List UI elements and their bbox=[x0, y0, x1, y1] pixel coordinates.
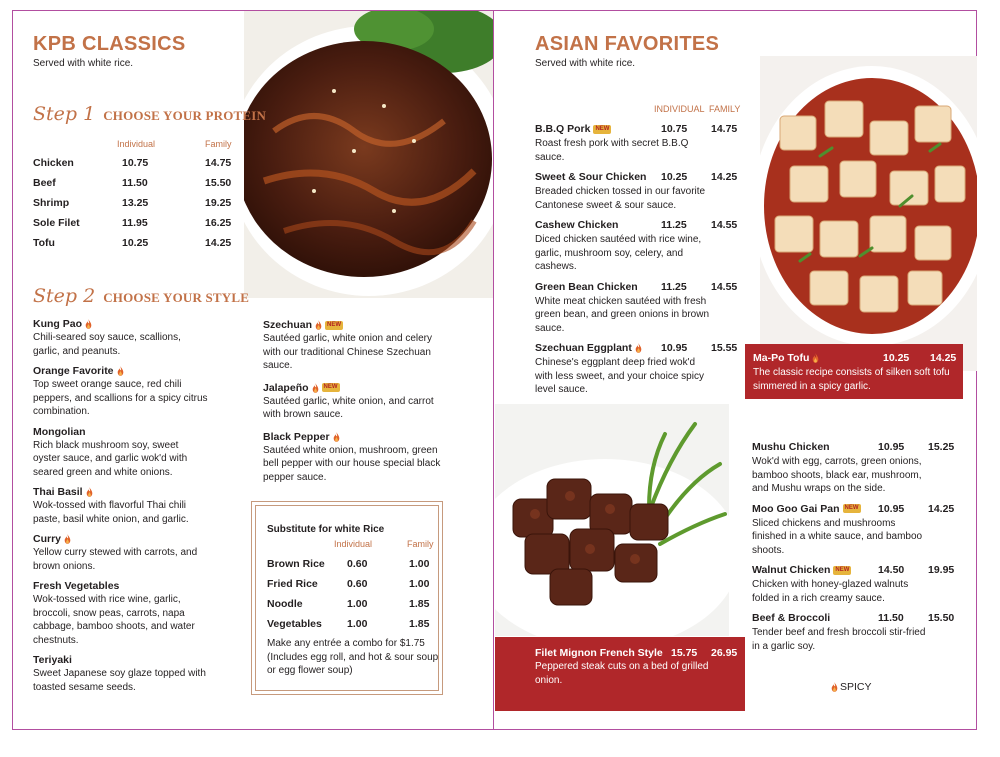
menu-item-header bbox=[535, 171, 745, 185]
menu-item bbox=[752, 441, 972, 496]
spicy-flame-icon bbox=[635, 343, 642, 353]
right-menu-panel bbox=[493, 10, 977, 730]
menu-item-header bbox=[752, 441, 972, 455]
filet-mignon-price-family: 26.95 bbox=[711, 647, 738, 659]
spicy-flame-icon bbox=[85, 319, 92, 329]
menu-item-header bbox=[535, 281, 745, 295]
filet-mignon-price-individual: 15.75 bbox=[671, 647, 698, 659]
menu-item-desc: Chicken with honey-glazed walnuts folded in a rich creamy sauce. bbox=[752, 579, 909, 604]
spicy-flame-icon bbox=[812, 353, 819, 363]
menu-item-name: B.B.Q Pork bbox=[535, 123, 591, 135]
style-name: Szechuan bbox=[263, 319, 313, 331]
filet-mignon-name: Filet Mignon French Style bbox=[535, 647, 663, 659]
protein-price-individual: 13.25 bbox=[122, 197, 149, 209]
spicy-legend: SPICY bbox=[831, 681, 872, 693]
protein-name: Beef bbox=[33, 177, 56, 189]
style-item bbox=[263, 382, 448, 422]
menu-item-desc: Wok'd with egg, carrots, green onions, bamboo shoots, black ear, mushroom, and Mushu wraps on the side. bbox=[752, 456, 922, 494]
asian-favorites-subtitle: Served with white rice. bbox=[535, 58, 636, 69]
style-item bbox=[263, 431, 448, 485]
style-item bbox=[33, 426, 208, 480]
substitute-rows bbox=[267, 558, 437, 638]
mapo-tofu-photo bbox=[760, 56, 977, 371]
style-name-row bbox=[263, 382, 448, 394]
menu-item-name: Green Bean Chicken bbox=[535, 280, 638, 293]
substitute-price-family: 1.85 bbox=[409, 618, 430, 630]
menu-item-price-family: 14.25 bbox=[711, 171, 738, 183]
mapo-tofu-price-individual: 10.25 bbox=[883, 352, 910, 364]
new-badge: NEW bbox=[595, 125, 610, 132]
substitute-price-individual: 0.60 bbox=[347, 558, 368, 570]
protein-row bbox=[33, 177, 243, 197]
substitute-row bbox=[267, 598, 437, 618]
style-desc: Wok-tossed with flavorful Thai chili paste, basil white onion, and garlic. bbox=[33, 500, 189, 525]
substitute-row bbox=[267, 618, 437, 638]
menu-item-desc: Tender beef and fresh broccoli stir-fried in a garlic soy. bbox=[752, 627, 926, 652]
menu-item-price-family: 15.55 bbox=[711, 342, 738, 354]
style-name: Jalapeño bbox=[263, 381, 309, 394]
style-name-row bbox=[33, 365, 208, 377]
protein-name: Sole Filet bbox=[33, 217, 80, 229]
protein-col-family: Family bbox=[205, 139, 232, 149]
menu-item-price-family: 14.55 bbox=[711, 280, 738, 293]
menu-item-desc: White meat chicken sautéed with fresh green bean, and green onions in brown sauce. bbox=[535, 295, 710, 334]
mapo-tofu-name: Ma-Po Tofu bbox=[753, 352, 819, 364]
menu-item-name-wrap bbox=[535, 342, 642, 354]
style-item bbox=[263, 319, 448, 373]
menu-item-name-wrap bbox=[535, 171, 646, 183]
style-name-row bbox=[33, 318, 208, 330]
protein-price-family: 14.75 bbox=[205, 157, 232, 169]
asian-favorites-title: ASIAN FAVORITES bbox=[535, 33, 720, 55]
style-name: Kung Pao bbox=[33, 318, 82, 330]
menu-item-name: Walnut Chicken bbox=[752, 564, 831, 576]
menu-item-header bbox=[752, 503, 972, 517]
menu-item bbox=[752, 503, 972, 558]
filet-mignon-photo bbox=[495, 404, 729, 636]
spicy-flame-icon bbox=[117, 366, 124, 376]
kpb-classics-subtitle: Served with white rice. bbox=[33, 58, 134, 69]
new-badge: NEW bbox=[327, 321, 342, 328]
substitute-price-individual: 0.60 bbox=[347, 578, 368, 590]
style-desc: Sautéed garlic, white onion, and carrot with brown sauce. bbox=[263, 395, 434, 420]
menu-item-price-individual: 11.50 bbox=[878, 612, 904, 624]
menu-item bbox=[752, 564, 972, 605]
substitute-row bbox=[267, 578, 437, 598]
spicy-flame-icon bbox=[315, 320, 322, 330]
menu-item-price-family: 19.95 bbox=[928, 564, 955, 576]
spicy-flame-icon bbox=[312, 383, 319, 393]
substitute-box bbox=[251, 501, 443, 695]
menu-item-header bbox=[535, 342, 745, 356]
protein-price-individual: 11.95 bbox=[122, 217, 148, 229]
style-desc: Sautéed white onion, mushroom, green bell pepper with our house special black pepper sauce. bbox=[263, 444, 441, 483]
menu-item-name-wrap bbox=[535, 281, 638, 293]
menu-item-desc: Roast fresh pork with secret B.B.Q sauce. bbox=[535, 138, 689, 163]
menu-item-name: Cashew Chicken bbox=[535, 219, 619, 231]
protein-price-family: 14.25 bbox=[205, 237, 232, 249]
substitute-title: Substitute for white Rice bbox=[267, 524, 385, 535]
mapo-tofu-desc: The classic recipe consists of silken soft tofu simmered in a spicy garlic. bbox=[753, 367, 950, 392]
menu-item-name: Szechuan Eggplant bbox=[535, 342, 632, 354]
step2-label: CHOOSE YOUR STYLE bbox=[103, 290, 250, 305]
style-name: Fresh Vegetables bbox=[33, 580, 120, 592]
af-col-individual: INDIVIDUAL bbox=[654, 104, 705, 114]
substitute-name: Vegetables bbox=[267, 618, 322, 630]
step1-heading bbox=[33, 103, 266, 125]
mapo-tofu-box bbox=[745, 344, 963, 399]
substitute-price-family: 1.00 bbox=[409, 578, 430, 590]
protein-row bbox=[33, 237, 243, 257]
style-desc: Yellow curry stewed with carrots, and brown onions. bbox=[33, 547, 198, 572]
menu-item-desc: Chinese's eggplant deep fried wok'd with less sweet, and your choice spicy level sauce. bbox=[535, 357, 704, 395]
menu-item-desc: Sliced chickens and mushrooms finished in a white sauce, and bamboo shoots. bbox=[752, 517, 923, 556]
style-desc: Top sweet orange sauce, red chili peppers, and scallions for a spicy citrus combination. bbox=[33, 379, 208, 417]
menu-item-header bbox=[535, 219, 745, 233]
protein-table bbox=[33, 157, 243, 257]
menu-item-name-wrap bbox=[535, 219, 618, 231]
substitute-price-individual: 1.00 bbox=[347, 618, 368, 630]
spicy-flame-icon bbox=[831, 682, 838, 692]
protein-row bbox=[33, 157, 243, 177]
substitute-name: Brown Rice bbox=[267, 558, 325, 570]
style-name: Thai Basil bbox=[33, 486, 83, 498]
protein-price-family: 15.50 bbox=[205, 177, 232, 189]
menu-item-name-wrap bbox=[752, 441, 830, 453]
style-item bbox=[33, 318, 208, 358]
style-desc: Wok-tossed with rice wine, garlic, broccoli, snow peas, carrots, napa cabbage, bamboo shoots, and water chestnuts. bbox=[33, 594, 195, 646]
combo-note: Make any entrée a combo for $1.75 (Includes egg roll, and hot & sour soup or egg flower soup) bbox=[267, 638, 439, 676]
new-badge: NEW bbox=[844, 505, 859, 511]
style-name-row bbox=[33, 533, 208, 545]
style-name-row bbox=[263, 319, 448, 331]
style-name: Black Pepper bbox=[263, 430, 330, 443]
substitute-name: Fried Rice bbox=[267, 578, 318, 590]
menu-item-price-individual: 10.95 bbox=[878, 502, 905, 515]
style-name-row bbox=[33, 654, 208, 666]
style-name: Teriyaki bbox=[33, 654, 72, 666]
protein-row bbox=[33, 197, 243, 217]
menu-item-name: Mushu Chicken bbox=[752, 441, 830, 453]
protein-name: Tofu bbox=[33, 237, 55, 249]
step2-number: Step 2 bbox=[33, 285, 96, 307]
substitute-price-individual: 1.00 bbox=[347, 598, 368, 610]
menu-item-price-family: 15.25 bbox=[928, 441, 955, 453]
menu-item-name: Sweet & Sour Chicken bbox=[535, 171, 647, 183]
style-desc: Chili-seared soy sauce, scallions, garlic, and peanuts. bbox=[33, 332, 181, 357]
menu-item-name-wrap bbox=[752, 503, 861, 515]
menu-item bbox=[535, 219, 745, 274]
substitute-name: Noodle bbox=[267, 598, 303, 610]
menu-item-name-wrap bbox=[535, 123, 611, 135]
menu-item bbox=[535, 281, 745, 336]
spicy-flame-icon bbox=[333, 432, 340, 442]
style-name: Orange Favorite bbox=[33, 365, 114, 377]
menu-item-price-individual: 10.25 bbox=[661, 171, 688, 183]
kpb-classics-title: KPB CLASSICS bbox=[33, 33, 186, 55]
menu-item-price-family: 14.55 bbox=[711, 219, 738, 231]
menu-item-header bbox=[752, 612, 972, 626]
left-menu-panel bbox=[12, 10, 494, 730]
menu-item-price-family: 14.25 bbox=[928, 502, 955, 515]
protein-price-individual: 10.25 bbox=[122, 237, 149, 249]
style-item bbox=[33, 486, 208, 526]
style-name: Mongolian bbox=[33, 425, 86, 438]
styles-column-1 bbox=[33, 318, 208, 701]
style-item bbox=[33, 365, 208, 419]
style-desc: Sweet Japanese soy glaze topped with toasted sesame seeds. bbox=[33, 668, 206, 693]
step1-label: CHOOSE YOUR PROTEIN bbox=[103, 108, 267, 123]
menu-item bbox=[535, 171, 745, 212]
substitute-price-family: 1.00 bbox=[409, 558, 430, 570]
step1-number: Step 1 bbox=[33, 103, 96, 125]
protein-col-individual: Individual bbox=[117, 139, 156, 149]
menu-item bbox=[752, 612, 972, 653]
menu-item-price-individual: 10.75 bbox=[661, 123, 688, 135]
step2-heading bbox=[33, 285, 249, 307]
menu-item-price-individual: 10.95 bbox=[878, 441, 905, 453]
menu-item-price-family: 15.50 bbox=[928, 612, 955, 624]
menu-item bbox=[535, 123, 745, 164]
style-name: Curry bbox=[33, 533, 62, 545]
style-name-row bbox=[263, 431, 448, 443]
menu-item-name-wrap bbox=[752, 564, 851, 576]
styles-column-2 bbox=[263, 319, 448, 493]
substitute-price-family: 1.85 bbox=[409, 598, 430, 610]
protein-price-individual: 10.75 bbox=[122, 157, 149, 169]
spicy-flame-icon bbox=[86, 487, 93, 497]
menu-item-name: Moo Goo Gai Pan bbox=[752, 502, 840, 515]
mapo-tofu-price-family: 14.25 bbox=[930, 352, 957, 364]
substitute-col-family: Family bbox=[407, 539, 434, 549]
menu-item-price-individual: 10.95 bbox=[661, 342, 688, 354]
menu-item-desc: Diced chicken sautéed with rice wine, garlic, mushroom soy, celery, and cashews. bbox=[535, 234, 702, 272]
protein-row bbox=[33, 217, 243, 237]
filet-mignon-box bbox=[495, 637, 745, 711]
style-item bbox=[33, 654, 208, 694]
af-col-family: FAMILY bbox=[709, 104, 741, 114]
style-name-row bbox=[33, 580, 208, 592]
style-name-row bbox=[33, 426, 208, 438]
new-badge: NEW bbox=[835, 566, 850, 573]
menu-item-header bbox=[535, 123, 745, 137]
protein-name: Chicken bbox=[33, 157, 74, 169]
new-badge: NEW bbox=[323, 384, 338, 390]
beef-dish-photo bbox=[244, 11, 494, 298]
substitute-row bbox=[267, 558, 437, 578]
substitute-col-individual: Individual bbox=[334, 539, 373, 549]
menu-item-desc: Breaded chicken tossed in our favorite Cantonese sweet & sour sauce. bbox=[535, 186, 706, 211]
style-desc: Sautéed garlic, white onion and celery with our traditional Chinese Szechuan sauce. bbox=[263, 333, 432, 371]
menu-item-name-wrap bbox=[752, 612, 830, 624]
filet-mignon-desc: Peppered steak cuts on a bed of grilled onion. bbox=[535, 661, 709, 686]
style-desc: Rich black mushroom soy, sweet oyster sauce, and garlic wok'd with seared green and white onions. bbox=[33, 439, 188, 478]
protein-price-family: 19.25 bbox=[205, 197, 232, 209]
menu-item-price-individual: 14.50 bbox=[878, 564, 905, 576]
spicy-flame-icon bbox=[64, 534, 71, 544]
menu-item bbox=[535, 342, 745, 397]
style-item bbox=[33, 580, 208, 647]
menu-item-price-individual: 11.25 bbox=[661, 219, 687, 231]
protein-price-individual: 11.50 bbox=[122, 177, 148, 189]
asian-favorites-list-bottom bbox=[752, 441, 972, 660]
menu-item-price-individual: 11.25 bbox=[661, 280, 687, 293]
asian-favorites-list-top bbox=[535, 123, 745, 404]
style-item bbox=[33, 533, 208, 573]
protein-price-family: 16.25 bbox=[205, 217, 232, 229]
menu-item-header bbox=[752, 564, 972, 578]
style-name-row bbox=[33, 486, 208, 498]
menu-item-price-family: 14.75 bbox=[711, 123, 738, 135]
protein-name: Shrimp bbox=[33, 197, 70, 209]
menu-item-name: Beef & Broccoli bbox=[752, 612, 831, 624]
